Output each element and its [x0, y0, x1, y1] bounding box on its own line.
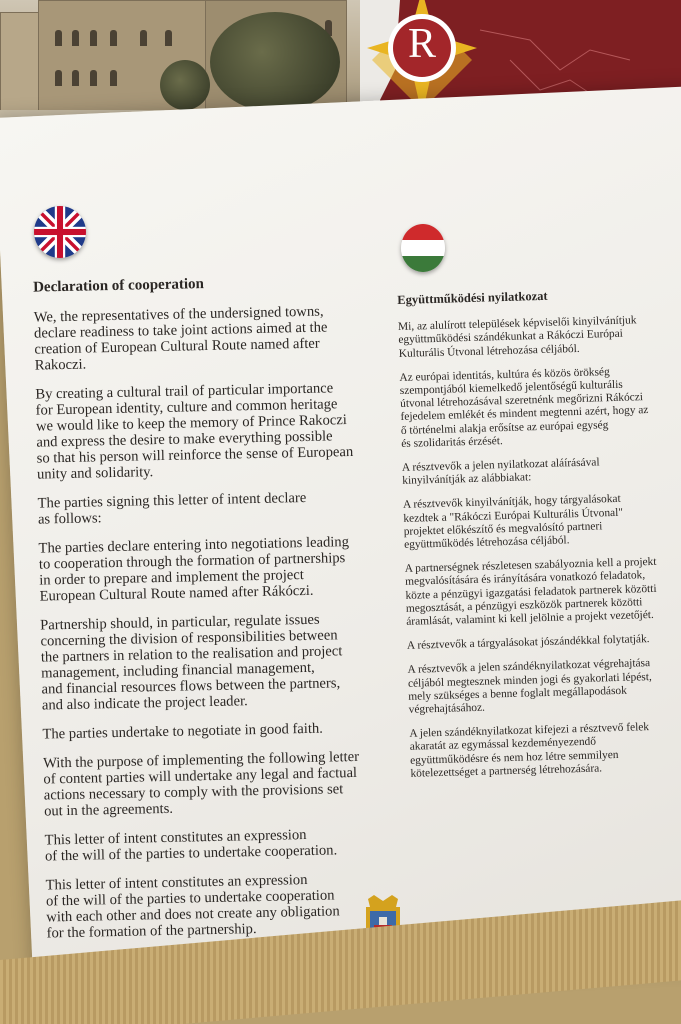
english-paragraph: By creating a cultural trail of particular importance for European identity, culture and common heritage we would like to keep the memory of Prince Rakoczi and express the desire to make everything possible so that his person will reinforce the sense of European unity and solidarity. [35, 380, 354, 483]
logo-letter: R [407, 21, 436, 67]
hungarian-paragraph: Az európai identitás, kultúra és közös örökség szempontjából kiemelkedő jelentőségű kulturális útvonal létrehozásával szeretnénk megőrizni Rákóczi fejedelem emlékét és mindent megtenni azért, hogy az ő történelmi alakja erősítse az európai egység és szolidaritás érzését. [399, 365, 649, 450]
hungarian-paragraph: A partnerségnek részletesen szabályoznia kell a projekt megvalósítására és irányítására vonatkozó feladatok, közte a pénzügyi igazgatási feladatok partnerek közötti megosztását, a pénzügyi eszközök partnerek közötti áramlását, valamint ki kell jelölnie a projekt vezetőjét. [404, 556, 657, 628]
hungarian-paragraph: A résztvevők a jelen nyilatkozat aláírásával kinyilvánítják az alábbiakat: [401, 456, 600, 488]
uk-flag-icon [34, 206, 86, 258]
english-paragraph: This letter of intent constitutes an expression of the will of the parties to undertake cooperation. [44, 827, 338, 865]
english-paragraph: The parties signing this letter of intent declare as follows: [37, 489, 307, 528]
english-paragraph: We, the representatives of the undersigned towns, declare readiness to take joint actions aimed at the creation of European Cultural Route named after Rakoczi. [33, 303, 328, 374]
english-title: Declaration of cooperation [32, 276, 205, 296]
hungarian-column [397, 286, 681, 792]
hungary-flag-icon [401, 224, 445, 272]
english-paragraph: Partnership should, in particular, regulate issues concerning the division of responsibilities between the partners in relation to the realisation and project management, including financial management, and financial resources flows between the partners, and also indicate the project leader. [40, 611, 343, 714]
english-column [33, 273, 387, 955]
hungarian-paragraph: A résztvevők a tárgyalásokat jószándékkal folytatják. [406, 633, 650, 653]
hungarian-paragraph: A résztvevők a jelen szándéknyilatkozat végrehajtása céljából megtesznek minden jogi és gyakorlati lépést, mely szükséges a benne foglalt megállapodások végrehajtásához. [407, 657, 652, 716]
hungarian-paragraph: A résztvevők kinyilvánítják, hogy tárgyalásokat kezdtek a "Rákóczi Európai Kulturális Útvonal" projektet előkészítő és megvalósító partneri együttműködés létrehozása céljából. [402, 493, 624, 551]
english-paragraph: The parties declare entering into negotiations leading to cooperation through the formation of partnerships in order to prepare and implement the project European Cultural Route named after Rákóczi. [38, 534, 350, 605]
hungarian-paragraph: A jelen szándéknyilatkozat kifejezi a résztvevő felek akaratát az egymással kezdeményezendő együttműködésre és nem hoz létre semmilyen kötelezettséget a partnerség létrehozására. [409, 721, 650, 780]
english-paragraph: The parties undertake to negotiate in good faith. [42, 720, 324, 743]
hungarian-title: Együttműködési nyilatkozat [397, 288, 548, 308]
english-paragraph: With the purpose of implementing the following letter of content parties will undertake any legal and factual actions necessary to comply with the provisions set out in the agreements. [42, 748, 360, 820]
english-paragraph: This letter of intent constitutes an expression of the will of the parties to undertake cooperation with each other and does not create any obligation for the formation of the partnership. [45, 872, 340, 942]
hungarian-paragraph: Mi, az alulírott települések képviselői kinyilvánítjuk együttműködési szándékunkat a Rákóczi Európai Kulturális Útvonal létrehozása céljából. [397, 314, 637, 360]
